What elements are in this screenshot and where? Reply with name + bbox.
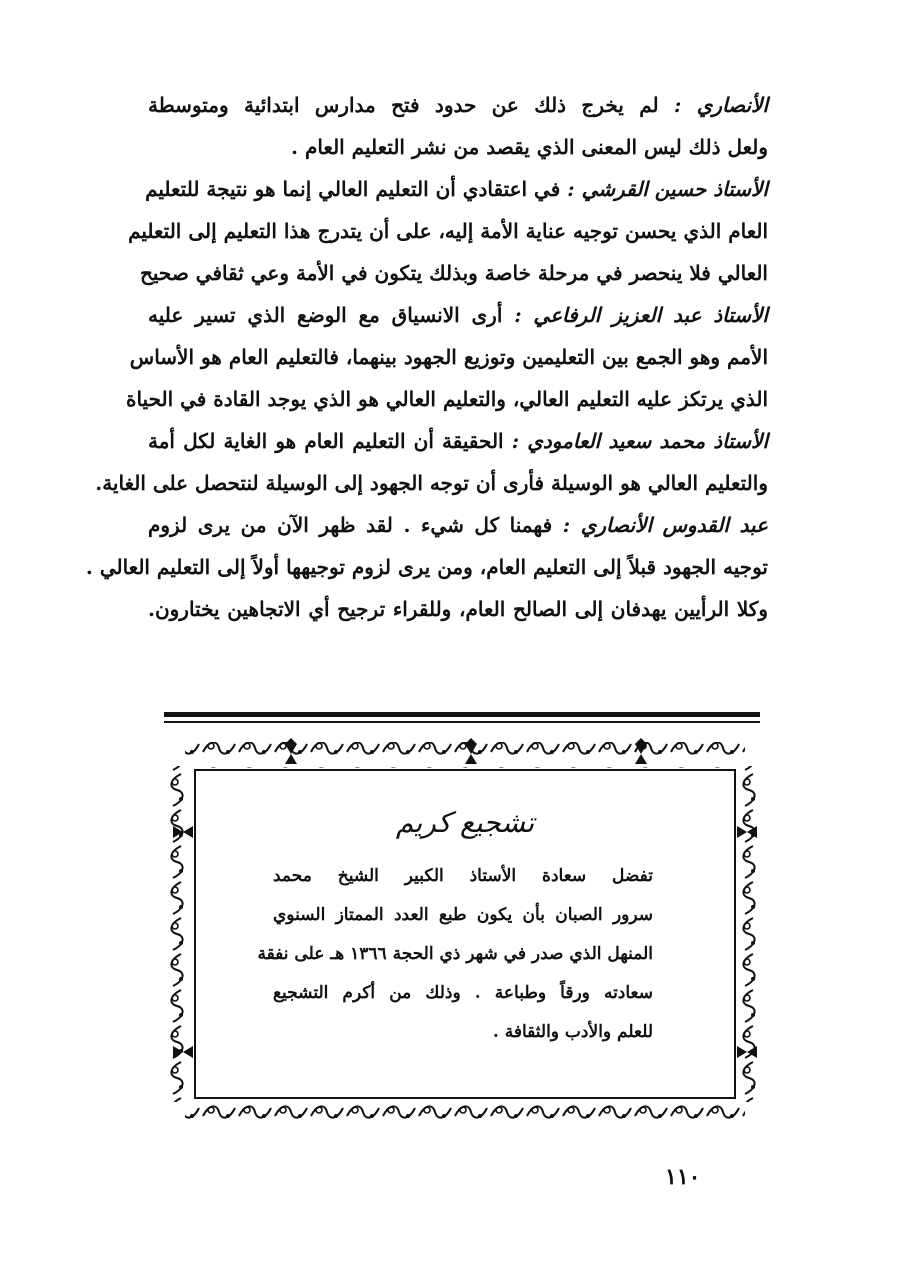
- page-number: ١١٠: [665, 1164, 701, 1190]
- body-line: [139, 260, 768, 287]
- body-line: [148, 92, 768, 119]
- body-line: [148, 596, 768, 623]
- ornamental-box: [165, 736, 765, 1132]
- box-line: سرور الصبان بأن يكون طبع العدد الممتاز السنوي: [273, 905, 653, 925]
- box-line: المنهل الذي صدر في شهر ذي الحجة ١٣٦٦ هـ على نفقة: [257, 944, 653, 964]
- line-text: الذي يرتكز عليه التعليم العالي، والتعليم العالي هو الذي يوجد القادة في الحياة: [125, 387, 768, 411]
- box-title: تشجيع كريم: [395, 806, 535, 839]
- body-line: [95, 470, 768, 497]
- box-line: للعلم والأدب والثقافة .: [492, 1022, 653, 1042]
- body-line: [145, 176, 768, 203]
- line-text: في اعتقادي أن التعليم العالي إنما هو نتيجة للتعليم: [145, 177, 561, 201]
- line-text: الأمم وهو الجمع بين التعليمين وتوزيع الجهود بينهما، فالتعليم العام هو الأساس: [129, 345, 768, 369]
- box-line: سعادته ورقاً وطباعة . وذلك من أكرم التشجيع: [273, 983, 653, 1003]
- line-text: والتعليم العالي هو الوسيلة فأرى أن توجه الجهود إلى الوسيلة لنتحصل على الغاية.: [95, 471, 768, 495]
- body-line: [148, 512, 768, 539]
- divider-thin: [164, 721, 760, 723]
- body-line: [85, 554, 768, 581]
- body-line: [125, 386, 768, 413]
- line-text: الحقيقة أن التعليم العام هو الغاية لكل أمة: [148, 429, 504, 453]
- body-line: [148, 428, 768, 455]
- body-line: [148, 134, 768, 161]
- box-line: تفضل سعادة الأستاذ الكبير الشيخ محمد: [273, 866, 653, 886]
- line-text: العام الذي يحسن توجيه عناية الأمة إليه، على أن يتدرج هذا التعليم إلى التعليم: [128, 219, 768, 243]
- body-line: [129, 344, 768, 371]
- speaker-name: الأستاذ عبد العزيز الرفاعي :: [514, 303, 768, 327]
- line-text: لم يخرج ذلك عن حدود فتح مدارس ابتدائية ومتوسطة: [148, 93, 659, 117]
- speaker-name: الأستاذ محمد سعيد العامودي :: [511, 429, 768, 453]
- body-line: [128, 218, 768, 245]
- line-text: وكلا الرأيين يهدفان إلى الصالح العام، وللقراء ترجيح أي الاتجاهين يختارون.: [148, 597, 768, 621]
- line-text: أرى الانسياق مع الوضع الذي تسير عليه: [148, 303, 503, 327]
- line-text: توجيه الجهود قبلاً إلى التعليم العام، ومن يرى لزوم توجيهها أولاً إلى التعليم العالي .: [85, 555, 768, 579]
- body-line: [148, 302, 768, 329]
- divider-thick: [164, 712, 760, 717]
- line-text: فهمنا كل شيء . لقد ظهر الآن من يرى لزوم: [148, 513, 553, 537]
- box-body: [257, 864, 653, 1059]
- article-body: [85, 92, 769, 638]
- line-text: العالي فلا ينحصر في مرحلة خاصة وبذلك يتكون في الأمة وعي ثقافي صحيح: [139, 261, 768, 285]
- speaker-name: عبد القدوس الأنصاري :: [562, 513, 768, 537]
- speaker-name: الأنصاري :: [673, 93, 769, 117]
- line-text: ولعل ذلك ليس المعنى الذي يقصد من نشر التعليم العام .: [291, 135, 768, 159]
- speaker-name: الأستاذ حسين القرشي :: [567, 177, 768, 201]
